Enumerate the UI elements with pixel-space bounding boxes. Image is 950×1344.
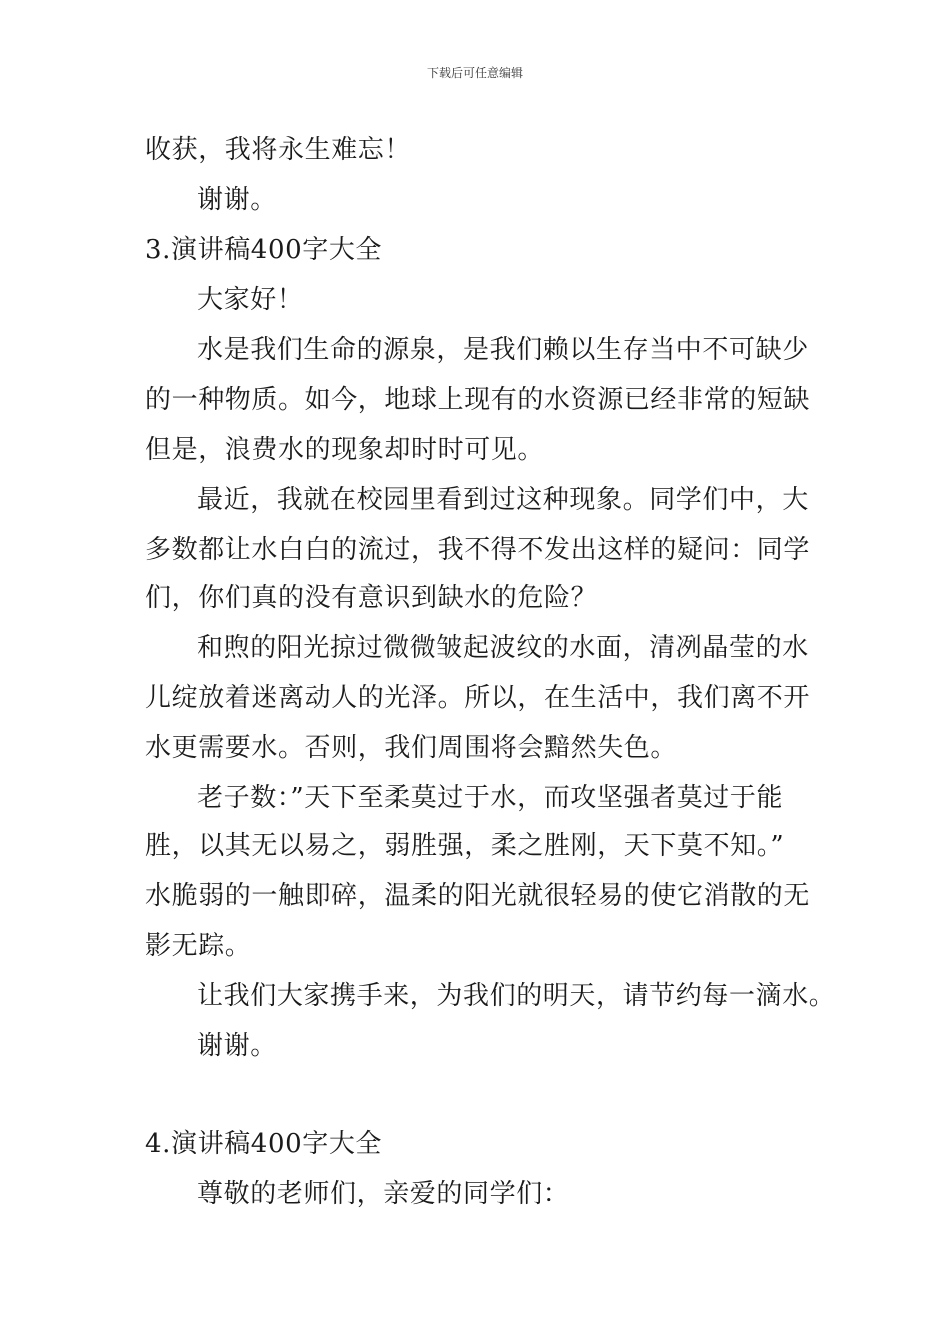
text-line: 大家好！: [197, 285, 304, 315]
section-heading: 3.演讲稿400字大全: [145, 235, 383, 265]
text-line: 让我们大家携手来，为我们的明天，请节约每一滴水。: [197, 981, 836, 1011]
section-heading: 4.演讲稿400字大全: [145, 1129, 383, 1159]
text-line: 水更需要水。否则，我们周围将会黯然失色。: [145, 733, 678, 763]
page-header: 下载后可任意编辑: [426, 66, 523, 80]
text-line: 的一种物质。如今，地球上现有的水资源已经非常的短缺: [145, 385, 811, 415]
text-line: 多数都让水白白的流过，我不得不发出这样的疑问：同学: [145, 535, 811, 565]
text-line: 们，你们真的没有意识到缺水的危险？: [145, 583, 598, 613]
text-line: 尊敬的老师们，亲爱的同学们：: [197, 1179, 570, 1209]
text-line: 最近，我就在校园里看到过这种现象。同学们中，大: [197, 485, 809, 515]
text-line: 胜，以其无以易之，弱胜强，柔之胜刚，天下莫不知。”: [145, 831, 785, 861]
text-line: 儿绽放着迷离动人的光泽。所以，在生活中，我们离不开: [145, 683, 811, 713]
text-line: 和煦的阳光掠过微微皱起波纹的水面，清冽晶莹的水: [197, 633, 809, 663]
text-line: 收获，我将永生难忘！: [145, 135, 412, 165]
text-line: 但是，浪费水的现象却时时可见。: [145, 435, 545, 465]
text-line: 水脆弱的一触即碎，温柔的阳光就很轻易的使它消散的无: [145, 881, 811, 911]
text-line: 影无踪。: [145, 931, 252, 961]
text-line: 谢谢。: [197, 1031, 277, 1061]
text-line: 水是我们生命的源泉，是我们赖以生存当中不可缺少: [197, 335, 809, 365]
text-line: 谢谢。: [197, 185, 277, 215]
text-line: 老子数：”天下至柔莫过于水，而攻坚强者莫过于能: [197, 783, 784, 813]
